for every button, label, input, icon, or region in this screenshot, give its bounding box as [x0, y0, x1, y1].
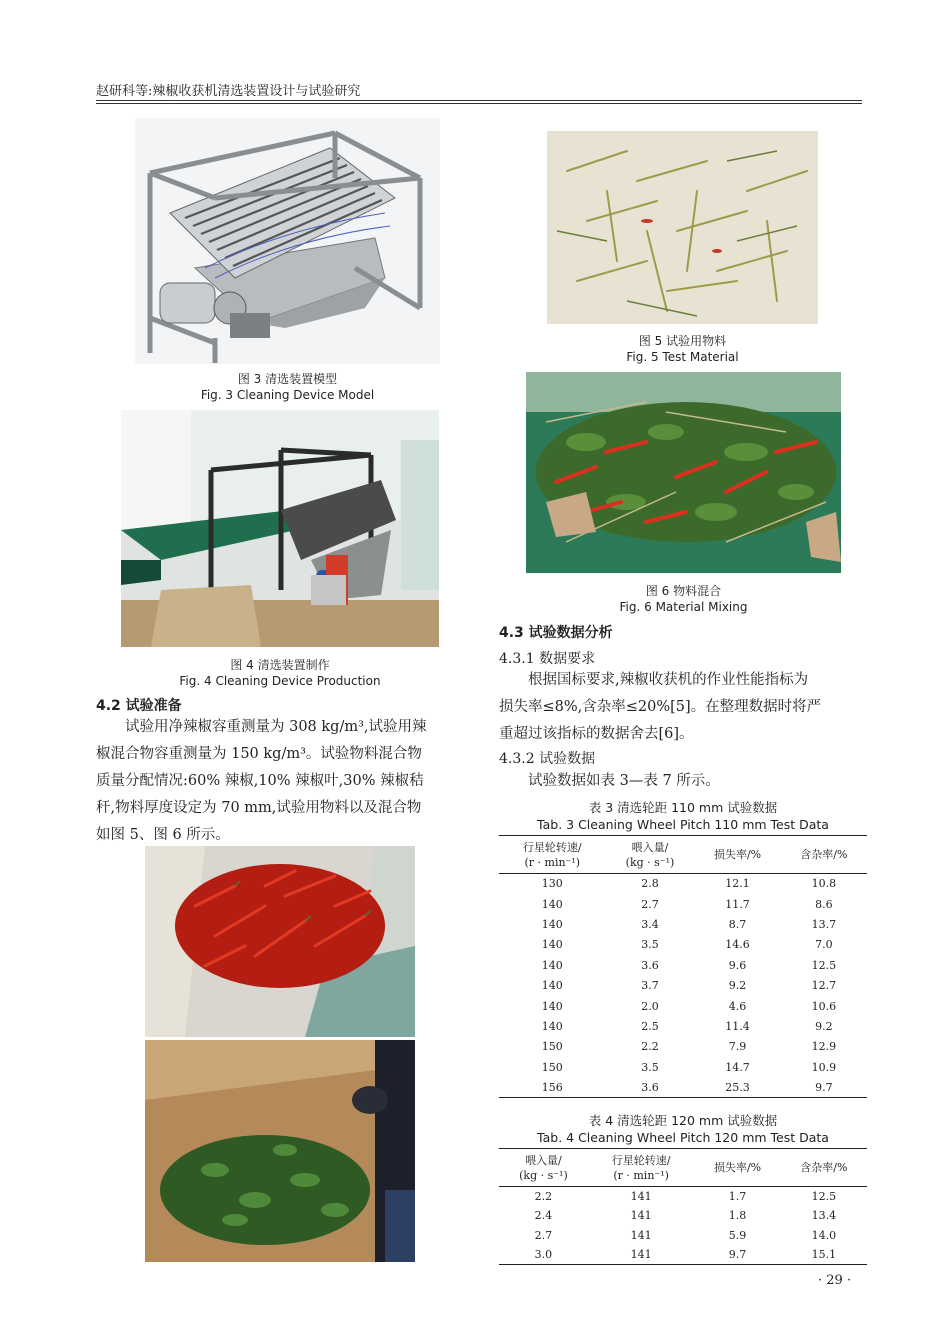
table-cell: 7.9: [728, 1040, 747, 1054]
fig4-caption-en: Fig. 4 Cleaning Device Production: [179, 674, 381, 688]
paragraph-line: 试验用净辣椒容重测量为 308 kg/m³,试验用辣: [125, 719, 427, 735]
fig3-cad-model-image: [135, 118, 440, 364]
table-cell: 2.2: [641, 1040, 659, 1054]
table3-title-cn: 表 3 清选轮距 110 mm 试验数据: [588, 800, 778, 815]
page-number: · 29 ·: [818, 1273, 852, 1288]
table-cell: 140: [541, 938, 563, 952]
fig3-caption-cn: 图 3 清选装置模型: [237, 372, 338, 386]
table4-title-cn: 表 4 清选轮距 120 mm 试验数据: [588, 1113, 778, 1128]
table-cell: 9.2: [815, 1019, 833, 1033]
table-cell: 12.7: [811, 979, 837, 993]
section-4-2-paragraph: [96, 714, 464, 849]
table-cell: 2.5: [641, 1019, 659, 1033]
table-row: [499, 1077, 867, 1097]
table-cell: 140: [541, 958, 563, 972]
table4-title-en: Tab. 4 Cleaning Wheel Pitch 120 mm Test Data: [537, 1130, 829, 1145]
paragraph-line: 椒混合物容重测量为 150 kg/m³。试验物料混合物: [96, 746, 422, 762]
table-cell: 3.7: [641, 979, 659, 993]
table-cell: 2.7: [641, 897, 659, 911]
fig6-caption-cn: 图 6 物料混合: [645, 584, 722, 598]
table-cell: 9.7: [728, 1248, 747, 1261]
running-header: 赵研科等:辣椒收获机清选装置设计与试验研究: [96, 84, 361, 99]
table-cell: 3.0: [534, 1248, 553, 1261]
header-rule-2: [96, 103, 862, 104]
table-row: [499, 955, 867, 975]
table3: [499, 835, 867, 1098]
table-cell: 140: [541, 917, 563, 931]
table-cell: 140: [541, 1019, 563, 1033]
table-cell: 11.4: [725, 1019, 750, 1033]
paragraph-line: 质量分配情况:60% 辣椒,10% 辣椒叶,30% 辣椒秸: [96, 773, 424, 789]
fig5-caption-en: Fig. 5 Test Material: [626, 350, 739, 364]
table4: [499, 1148, 867, 1265]
table4-header-cell: 含杂率/%: [800, 1161, 848, 1174]
table-cell: 1.7: [728, 1190, 747, 1203]
paragraph-line: 损失率≤8%,含杂率≤20%[5]。在整理数据时将严: [499, 699, 822, 715]
section-4-3-1-paragraph: [499, 667, 867, 748]
table-cell: 14.0: [811, 1228, 837, 1242]
table-row: [499, 1037, 867, 1057]
table4-header-cell: 喂入量/ (kg · s⁻¹): [519, 1153, 568, 1182]
table-cell: 140: [541, 897, 563, 911]
table-row: [499, 1245, 867, 1265]
table-cell: 8.6: [815, 897, 833, 911]
table-cell: 2.7: [534, 1228, 553, 1242]
table-cell: 140: [541, 999, 563, 1013]
table3-title-en: Tab. 3 Cleaning Wheel Pitch 110 mm Test Data: [537, 817, 829, 832]
table-cell: 3.4: [641, 917, 659, 931]
paragraph-line: 如图 5、图 6 所示。: [96, 827, 230, 843]
table-cell: 9.2: [728, 979, 747, 993]
table-cell: 156: [541, 1080, 563, 1094]
table-cell: 150: [541, 1040, 563, 1054]
table-cell: 12.9: [811, 1040, 837, 1054]
table-cell: 4.6: [728, 999, 747, 1013]
table-row: [499, 1016, 867, 1036]
table-cell: 2.4: [534, 1209, 553, 1223]
table3-header-cell: 损失率/%: [713, 848, 762, 861]
table-cell: 10.6: [811, 999, 837, 1013]
table-cell: 2.0: [641, 999, 659, 1013]
table-cell: 12.5: [811, 958, 837, 972]
fig4-production-photo: [121, 410, 439, 647]
table-cell: 150: [541, 1060, 563, 1074]
table-cell: 13.7: [811, 917, 837, 931]
fig5-leaves-photo: [145, 1040, 415, 1262]
table-cell: 1.8: [728, 1209, 747, 1223]
section-4-3-2-paragraph: 试验数据如表 3—表 7 所示。: [528, 773, 720, 789]
table-cell: 15.1: [811, 1248, 837, 1261]
section-4-3-2-heading: 4.3.2 试验数据: [499, 751, 596, 767]
table-cell: 25.3: [725, 1080, 750, 1094]
table-cell: 13.4: [811, 1209, 837, 1223]
table-row: [499, 996, 867, 1016]
table-cell: 2.2: [534, 1190, 553, 1203]
table-cell: 9.6: [728, 958, 747, 972]
table-row: [499, 874, 867, 894]
fig5-peppers-photo: [145, 846, 415, 1037]
table-cell: 7.0: [815, 938, 833, 952]
table-cell: 141: [630, 1190, 652, 1203]
table-row: [499, 1187, 867, 1207]
header-rule: [96, 100, 862, 101]
table-row: [499, 975, 867, 995]
table-cell: 141: [630, 1248, 652, 1261]
table4-header-cell: 损失率/%: [713, 1161, 762, 1174]
table-cell: 3.5: [641, 938, 659, 952]
table3-header-cell: 喂入量/ (kg · s⁻¹): [625, 840, 675, 869]
table-cell: 3.6: [641, 1080, 659, 1094]
paragraph-line: 秆,物料厚度设定为 70 mm,试验用物料以及混合物: [96, 800, 422, 816]
fig3-caption-en: Fig. 3 Cleaning Device Model: [200, 388, 375, 402]
table-cell: 14.7: [725, 1060, 750, 1074]
table4-header-cell: 行星轮转速/ (r · min⁻¹): [611, 1153, 671, 1182]
table-row: [499, 1226, 867, 1246]
table-cell: 9.7: [815, 1080, 833, 1094]
paragraph-line: 重超过该指标的数据舍去[6]。: [499, 726, 694, 742]
table-cell: 141: [630, 1209, 652, 1223]
fig6-material-mixing-photo: [526, 372, 841, 573]
table-cell: 141: [630, 1228, 652, 1242]
table-cell: 12.1: [725, 877, 750, 891]
table-cell: 14.6: [725, 938, 750, 952]
fig6-caption-en: Fig. 6 Material Mixing: [619, 600, 748, 614]
table-row: [499, 894, 867, 914]
table-cell: 10.8: [811, 877, 837, 891]
table-cell: 130: [541, 877, 563, 891]
table-cell: 2.8: [641, 877, 659, 891]
table-cell: 10.9: [811, 1060, 837, 1074]
section-4-3-heading: 4.3 试验数据分析: [499, 625, 613, 641]
table-cell: 3.5: [641, 1060, 659, 1074]
fig5-caption-cn: 图 5 试验用物料: [638, 334, 727, 348]
fig5-test-material-photo: [547, 131, 818, 324]
table-cell: 8.7: [728, 917, 747, 931]
section-4-2-heading: 4.2 试验准备: [96, 698, 182, 714]
table-cell: 3.6: [641, 958, 659, 972]
table-cell: 12.5: [811, 1190, 837, 1203]
table-cell: 11.7: [725, 897, 750, 911]
table-cell: 5.9: [728, 1228, 747, 1242]
table3-header-cell: 行星轮转速/ (r · min⁻¹): [522, 840, 582, 869]
section-4-3-1-heading: 4.3.1 数据要求: [499, 651, 596, 667]
table-row: [499, 914, 867, 934]
table-row: [499, 935, 867, 955]
table3-header-cell: 含杂率/%: [800, 848, 848, 861]
fig4-caption-cn: 图 4 清选装置制作: [230, 658, 330, 672]
table-row: [499, 1206, 867, 1226]
table-cell: 140: [541, 979, 563, 993]
table-row: [499, 1057, 867, 1077]
paragraph-line: 根据国标要求,辣椒收获机的作业性能指标为: [528, 672, 809, 688]
